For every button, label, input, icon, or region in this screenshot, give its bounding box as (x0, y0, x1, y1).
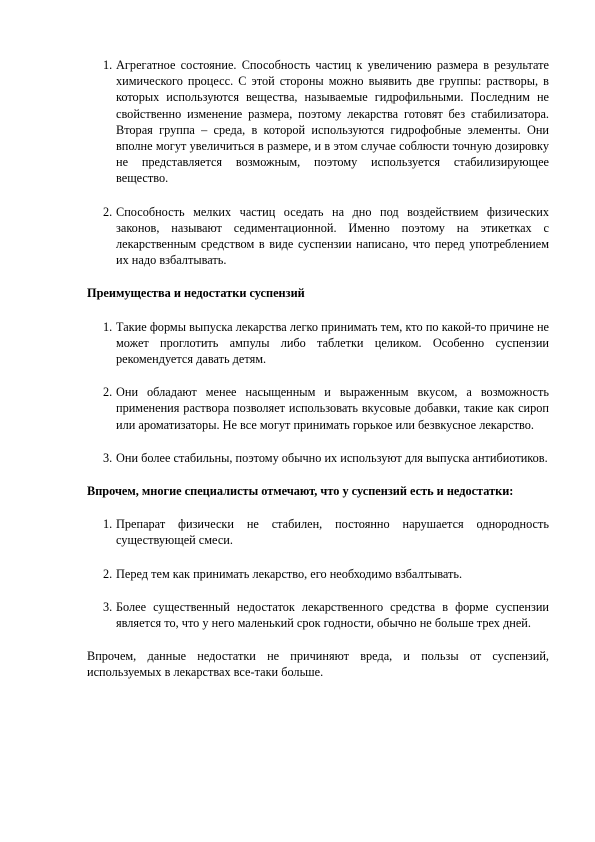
item-text: Они более стабильны, поэтому обычно их используют для выпуска антибиотиков. (116, 450, 548, 465)
closing-paragraph: Впрочем, данные недостатки не причиняют вреда, и пользы от суспензий, используемых в лекарствах все-таки больше. (87, 649, 549, 680)
item-number: 1 . (103, 319, 112, 335)
item-number: 2 . (103, 204, 112, 220)
item-number: 1 . (103, 57, 112, 73)
item-text: Они обладают менее насыщенным и выраженным вкусом, а возможность применения раствора позволяет использовать вкусовые добавки, такие как сироп или ароматизаторы. Не все могут принимать горькое или безвкусное лекарство. (116, 385, 549, 432)
list-item (87, 599, 549, 631)
list-item (87, 204, 549, 269)
item-number: 1 . (103, 516, 112, 532)
item-text: Агрегатное состояние. Способность частиц к увеличению размера в результате химического процесс. С этой стороны можно выявить две группы: растворы, в которых используются вещества, называемые гидрофильными. Последним не свойственно изменение размера, поэтому лекарства готовят без стабилизатора. Вторая группа – среда, в которой используются гидрофобные элементы. Они вполне могут увеличиться в размере, и в этом случае соблюсти точную дозировку не представляется возможным, поэтому используется стабилизирующее вещество. (116, 58, 549, 186)
item-text: Такие формы выпуска лекарства легко принимать тем, кто по какой-то причине не может проглотить ампулы либо таблетки целиком. Особенно суспензии рекомендуется давать детям. (116, 319, 549, 367)
item-number: 3 . (103, 450, 112, 466)
section-heading: Преимущества и недостатки суспензий (87, 286, 305, 301)
list-item (87, 516, 549, 548)
item-text: Способность мелких частиц оседать на дно под воздействием физических законов, называют седиментационной. Именно поэтому на этикетках с лекарственным средством в виде суспензии написано, что перед употреблением их надо взбалтывать. (116, 204, 549, 268)
item-number: 3 . (103, 599, 112, 615)
disadvantages-list (87, 516, 549, 631)
properties-list (87, 57, 549, 268)
item-text: Перед тем как принимать лекарство, его необходимо взбалтывать. (116, 566, 463, 581)
list-item (87, 384, 549, 433)
item-text: Препарат физически не стабилен, постоянно нарушается однородность существующей смеси. (116, 517, 549, 548)
list-item (87, 57, 549, 187)
disadvantages-heading: Впрочем, многие специалисты отмечают, что у суспензий есть и недостатки: (87, 484, 514, 499)
advantages-list (87, 319, 549, 466)
item-number: 2 . (103, 566, 112, 582)
list-item (87, 319, 549, 368)
list-item (87, 450, 549, 466)
list-item (87, 566, 549, 582)
item-number: 2 . (103, 384, 112, 400)
item-text: Более существенный недостаток лекарственного средства в форме суспензии является то, что у него маленький срок годности, обычно не больше трех дней. (116, 599, 549, 631)
